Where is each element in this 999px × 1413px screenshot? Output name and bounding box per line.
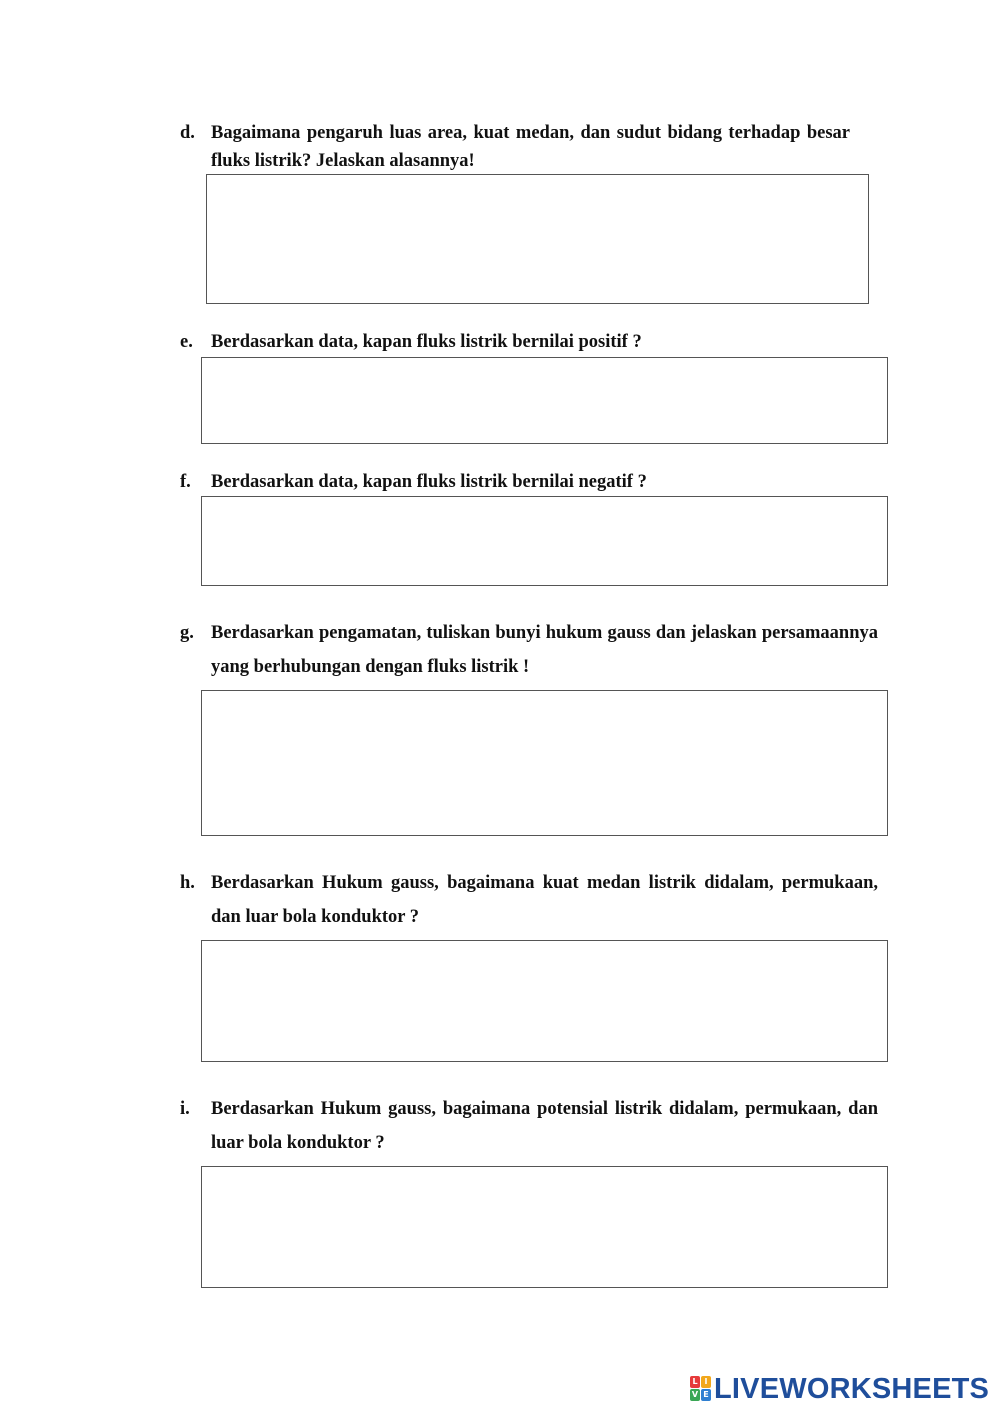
logo-mark-tile: L [690, 1376, 700, 1388]
question-d [180, 119, 850, 175]
question-text: Bagaimana pengaruh luas area, kuat medan, dan sudut bidang terhadap besar fluks listrik? Jelaskan alasannya! [211, 123, 850, 171]
question-letter: e. [180, 332, 193, 352]
answer-box-g[interactable] [201, 690, 888, 836]
question-e [180, 328, 878, 356]
answer-box-f[interactable] [201, 496, 888, 586]
question-h [180, 866, 878, 934]
question-text: Berdasarkan Hukum gauss, bagaimana potensial listrik didalam, permukaan, dan luar bola konduktor ? [211, 1099, 878, 1153]
question-f [180, 468, 878, 496]
logo-mark-tile: V [691, 1390, 699, 1399]
question-letter: d. [180, 123, 195, 143]
question-g [180, 616, 878, 684]
answer-box-e[interactable] [201, 357, 888, 444]
question-letter: h. [180, 873, 195, 893]
answer-box-i[interactable] [201, 1166, 888, 1288]
question-i [180, 1092, 878, 1160]
logo-mark-icon [690, 1376, 712, 1402]
question-letter: g. [180, 623, 194, 643]
answer-box-d[interactable] [206, 174, 869, 304]
logo-text: LIVEWORKSHEETS [714, 1372, 990, 1405]
answer-box-h[interactable] [201, 940, 888, 1062]
logo-mark-tile: I [701, 1376, 711, 1388]
logo-mark-tile: E [701, 1389, 711, 1401]
question-text: Berdasarkan data, kapan fluks listrik bernilai negatif ? [211, 472, 647, 492]
question-letter: f. [180, 472, 191, 492]
question-text: Berdasarkan data, kapan fluks listrik bernilai positif ? [211, 332, 642, 352]
liveworksheets-logo [690, 1372, 989, 1406]
question-text: Berdasarkan Hukum gauss, bagaimana kuat medan listrik didalam, permukaan, dan luar bola konduktor ? [211, 873, 878, 927]
question-letter: i. [180, 1099, 190, 1119]
question-text: Berdasarkan pengamatan, tuliskan bunyi hukum gauss dan jelaskan persamaannya yang berhubungan dengan fluks listrik ! [211, 623, 878, 677]
